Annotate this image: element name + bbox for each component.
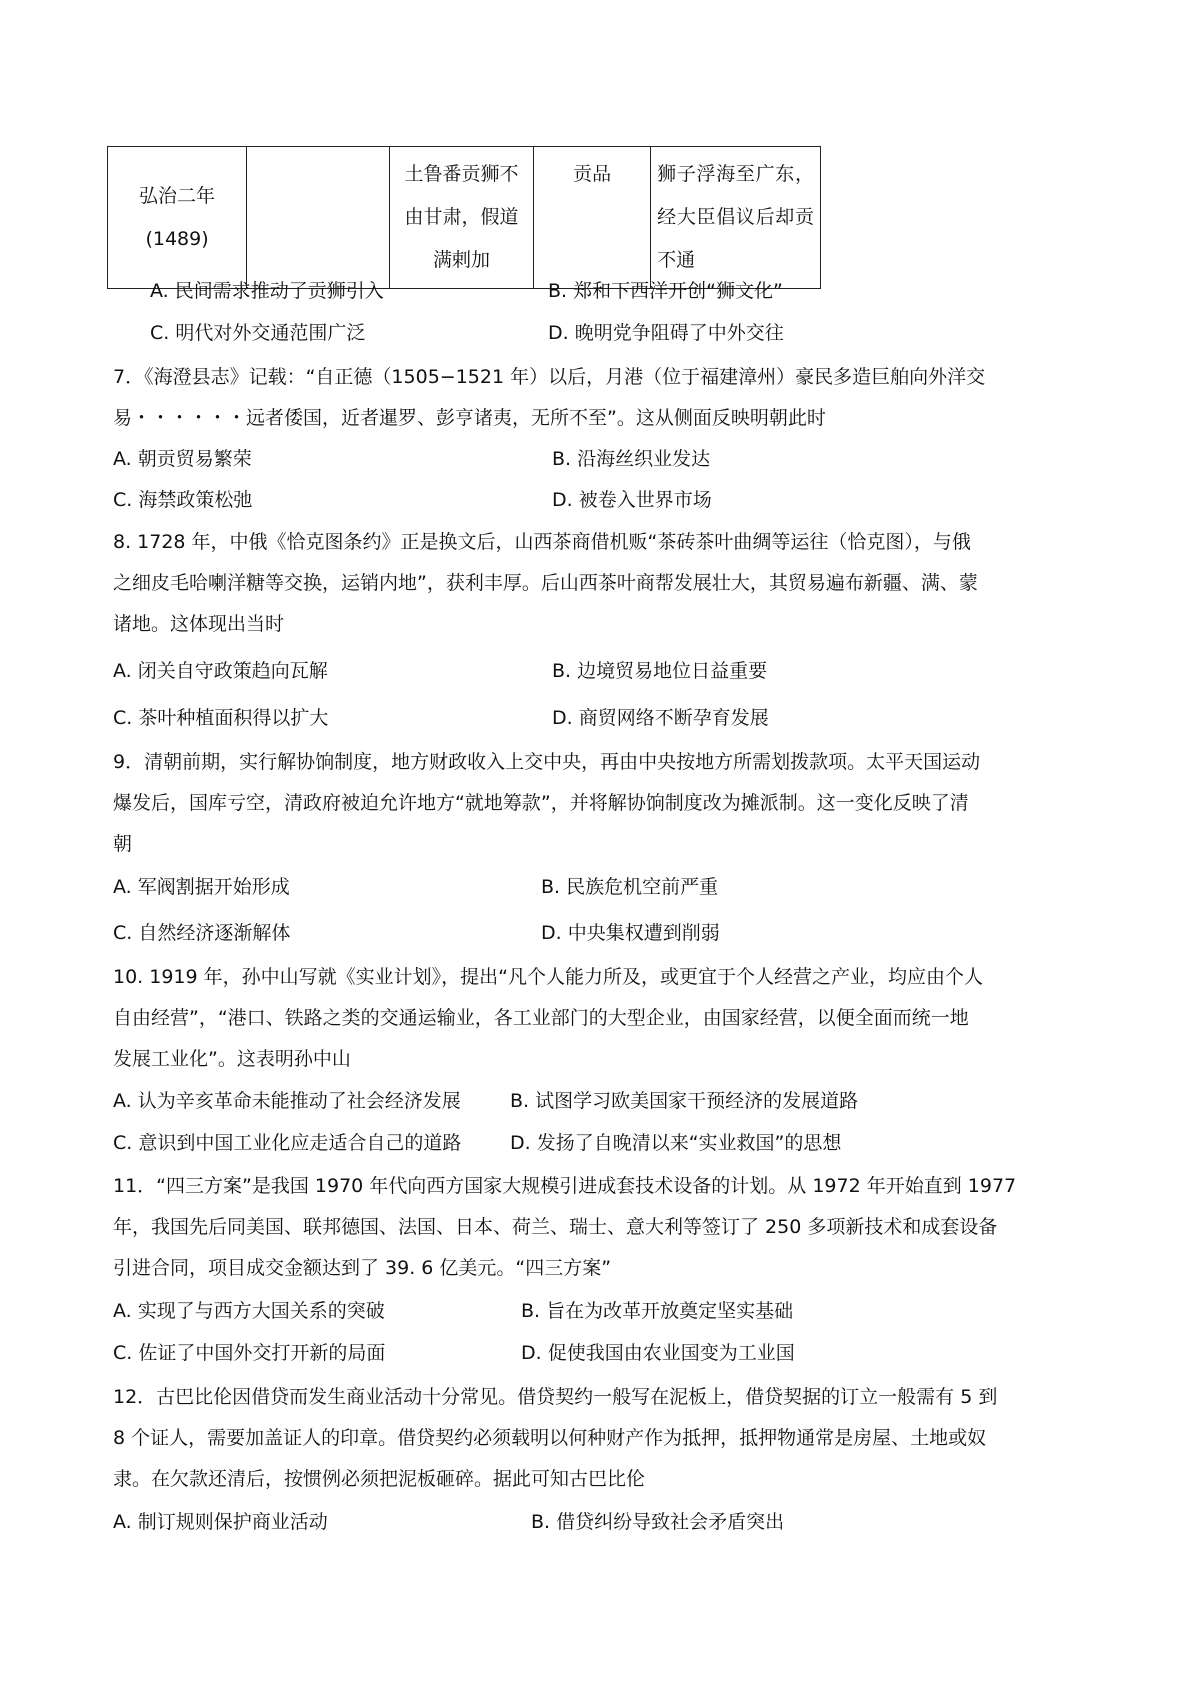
q10-option-a: A. 认为辛亥革命未能推动了社会经济发展: [113, 1090, 461, 1112]
q8-stem-line-2: 之细皮毛哈喇洋糖等交换，运销内地”，获利丰厚。后山西茶叶商帮发展壮大，其贸易遍布新疆、满、蒙: [113, 572, 978, 594]
q10-option-b: B. 试图学习欧美国家干预经济的发展道路: [510, 1090, 859, 1112]
q8-option-a: A. 闭关自守政策趋向瓦解: [113, 660, 328, 682]
q6-option-d: D. 晚明党争阻碍了中外交往: [548, 322, 784, 344]
q12-stem-line-2: 8 个证人，需要加盖证人的印章。借贷契约必须载明以何种财产作为抵押，抵押物通常是房屋、土地或奴: [113, 1427, 987, 1449]
year-text: 弘治二年: [139, 184, 216, 207]
q7-option-c: C. 海禁政策松弛: [113, 489, 253, 511]
q11-option-d: D. 促使我国由农业国变为工业国: [521, 1342, 795, 1364]
q9-option-a: A. 军阀割据开始形成: [113, 876, 290, 898]
q7-option-a: A. 朝贡贸易繁荣: [113, 448, 252, 470]
q12-option-b: B. 借贷纠纷导致社会矛盾突出: [531, 1511, 785, 1533]
q11-stem-line-3: 引进合同，项目成交金额达到了 39. 6 亿美元。“四三方案”: [113, 1257, 612, 1279]
q11-stem-line-1: 11．“四三方案”是我国 1970 年代向西方国家大规模引进成套技术设备的计划。从 1972 年开始直到 1977: [113, 1175, 1017, 1197]
q9-stem-line-1: 9．清朝前期，实行解协饷制度，地方财政收入上交中央，再由中央按地方所需划拨款项。太平天国运动: [113, 751, 981, 773]
q8-option-d: D. 商贸网络不断孕育发展: [552, 707, 769, 729]
q8-option-b: B. 边境贸易地位日益重要: [552, 660, 768, 682]
q9-option-d: D. 中央集权遭到削弱: [541, 922, 720, 944]
year-ad-text: (1489): [145, 227, 209, 250]
q10-option-c: C. 意识到中国工业化应走适合自己的道路: [113, 1132, 462, 1154]
q8-option-c: C. 茶叶种植面积得以扩大: [113, 707, 329, 729]
q8-stem-line-3: 诸地。这体现出当时: [113, 613, 285, 635]
table-cell-result: 狮子浮海至广东，经大臣倡议后却贡不通: [651, 147, 821, 289]
q11-option-a: A. 实现了与西方大国关系的突破: [113, 1300, 385, 1322]
q9-option-b: B. 民族危机空前严重: [541, 876, 719, 898]
q7-option-b: B. 沿海丝织业发达: [552, 448, 711, 470]
q9-option-c: C. 自然经济逐渐解体: [113, 922, 291, 944]
table-cell-type: 贡品: [534, 147, 651, 289]
q12-stem-line-3: 隶。在欠款还清后，按惯例必须把泥板砸碎。据此可知古巴比伦: [113, 1468, 646, 1490]
q12-option-a: A. 制订规则保护商业活动: [113, 1511, 328, 1533]
q6-option-a: A. 民间需求推动了贡狮引入: [150, 280, 384, 302]
table-cell-year: [108, 147, 247, 289]
q10-stem-line-3: 发展工业化”。这表明孙中山: [113, 1048, 351, 1070]
q9-stem-line-2: 爆发后，国库亏空，清政府被迫允许地方“就地筹款”，并将解协饷制度改为摊派制。这一变化反映了清: [113, 792, 969, 814]
q11-option-c: C. 佐证了中国外交打开新的局面: [113, 1342, 386, 1364]
q11-option-b: B. 旨在为改革开放奠定坚实基础: [521, 1300, 794, 1322]
table-cell-empty: [247, 147, 390, 289]
q7-stem-line-2: 易・・・・・・远者倭国，近者暹罗、彭亨诸夷，无所不至”。这从侧面反映明朝此时: [113, 407, 826, 429]
q8-stem-line-1: 8. 1728 年，中俄《恰克图条约》正是换文后，山西茶商借机贩“茶砖茶叶曲绸等运往（恰克图），与俄: [113, 531, 971, 553]
table-cell-event: 土鲁番贡狮不由甘肃，假道满剌加: [389, 147, 533, 289]
q7-option-d: D. 被卷入世界市场: [552, 489, 712, 511]
lion-tribute-table: [107, 146, 821, 289]
q6-option-c: C. 明代对外交通范围广泛: [150, 322, 366, 344]
q10-option-d: D. 发扬了自晚清以来“实业救国”的思想: [510, 1132, 842, 1154]
table-row: [108, 147, 821, 289]
q7-stem-line-1: 7．《海澄县志》记载：“自正德（1505−1521 年）以后，月港（位于福建漳州）豪民多造巨舶向外洋交: [113, 366, 986, 388]
q9-stem-line-3: 朝: [113, 833, 133, 855]
q6-option-b: B. 郑和下西洋开创“狮文化”: [548, 280, 783, 302]
q11-stem-line-2: 年，我国先后同美国、联邦德国、法国、日本、荷兰、瑞士、意大利等签订了 250 多项新技术和成套设备: [113, 1216, 998, 1238]
q10-stem-line-2: 自由经营”，“港口、铁路之类的交通运输业，各工业部门的大型企业，由国家经营，以便全面而统一地: [113, 1007, 969, 1029]
q10-stem-line-1: 10. 1919 年，孙中山写就《实业计划》，提出“凡个人能力所及，或更宜于个人经营之产业，均应由个人: [113, 966, 983, 988]
q12-stem-line-1: 12．古巴比伦因借贷而发生商业活动十分常见。借贷契约一般写在泥板上，借贷契据的订立一般需有 5 到: [113, 1386, 998, 1408]
